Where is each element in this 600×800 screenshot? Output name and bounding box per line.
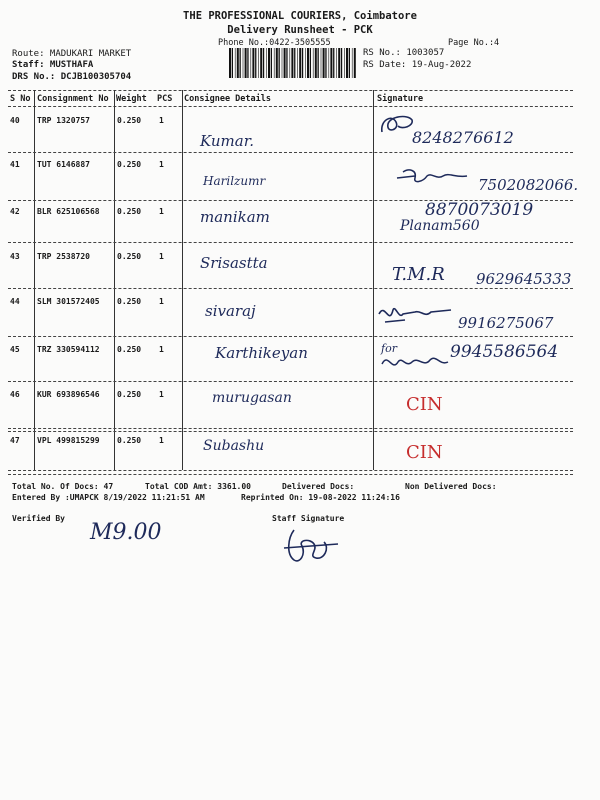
row-consignment: KUR 693896546 (37, 390, 100, 399)
col-consignment: Consignment No (37, 94, 109, 104)
row-rule (8, 431, 573, 432)
signature-name: T.M.R (392, 264, 445, 285)
row-rule (8, 288, 573, 289)
consignee-handwriting: Kumar. (200, 132, 254, 150)
signature-prefix: for (381, 342, 397, 355)
col-divider (373, 90, 374, 470)
row-rule (8, 381, 573, 382)
table-bottom-rule (8, 474, 573, 475)
signature-scribble (375, 298, 455, 328)
verified-by-label: Verified By (12, 514, 65, 523)
staff-signature-label: Staff Signature (272, 514, 345, 523)
row-sno: 41 (10, 160, 20, 169)
row-consignment: TRZ 330594112 (37, 345, 100, 354)
col-divider (34, 90, 35, 470)
col-divider (114, 90, 115, 470)
route-label: Route: MADUKARI MARKET (12, 49, 132, 59)
col-weight: Weight (116, 94, 147, 104)
row-pcs: 1 (159, 252, 164, 261)
signature-scribble (395, 166, 470, 190)
consignee-handwriting: Subashu (203, 438, 265, 454)
row-rule (8, 336, 573, 337)
row-sno: 46 (10, 390, 20, 399)
row-pcs: 1 (159, 345, 164, 354)
row-rule (8, 428, 573, 429)
signature-phone: 9945586564 (450, 342, 559, 362)
non-delivered-docs: Non Delivered Docs: (405, 482, 497, 491)
row-sno: 44 (10, 297, 20, 306)
rs-number: RS No.: 1003057 (363, 48, 445, 58)
col-divider (182, 90, 183, 470)
staff-label: Staff: MUSTHAFA (12, 60, 94, 70)
delivered-docs: Delivered Docs: (282, 482, 355, 491)
consignee-handwriting: manikam (200, 208, 270, 226)
row-pcs: 1 (159, 160, 164, 169)
row-pcs: 1 (159, 390, 164, 399)
company-title: THE PROFESSIONAL COURIERS, Coimbatore (183, 10, 417, 22)
row-sno: 45 (10, 345, 20, 354)
row-weight: 0.250 (117, 116, 142, 125)
row-consignment: TUT 6146887 (37, 160, 90, 169)
staff-signature-scribble (280, 524, 340, 566)
table-top-rule (8, 90, 573, 91)
drs-number: DRS No.: DCJB100305704 (12, 72, 132, 82)
total-docs: Total No. Of Docs: 47 (12, 482, 114, 491)
row-sno: 40 (10, 116, 20, 125)
consignee-handwriting: Harilzumr (203, 174, 266, 188)
row-weight: 0.250 (117, 207, 142, 216)
row-rule (8, 152, 573, 153)
reprinted-on: Reprinted On: 19-08-2022 11:24:16 (241, 493, 400, 502)
row-weight: 0.250 (117, 160, 142, 169)
signature-phone: 8248276612 (412, 128, 514, 147)
row-weight: 0.250 (117, 436, 142, 445)
signature-phone: 7502082066. (478, 176, 579, 194)
col-sno: S No (10, 94, 31, 104)
row-pcs: 1 (159, 436, 164, 445)
consignee-handwriting: Srisastta (200, 254, 268, 272)
row-consignment: SLM 301572405 (37, 297, 100, 306)
signature-status: CIN (406, 394, 443, 415)
signature-scribble (380, 350, 450, 374)
consignee-handwriting: murugasan (212, 390, 292, 406)
col-signature: Signature (377, 94, 424, 104)
row-sno: 43 (10, 252, 20, 261)
row-weight: 0.250 (117, 345, 142, 354)
row-sno: 47 (10, 436, 20, 445)
row-consignment: BLR 625106568 (37, 207, 100, 216)
row-weight: 0.250 (117, 390, 142, 399)
signature-name: Planam560 (400, 218, 480, 234)
entered-by: Entered By :UMAPCK 8/19/2022 11:21:51 AM (12, 493, 205, 502)
page-number: Page No.:4 (448, 38, 500, 48)
row-pcs: 1 (159, 207, 164, 216)
signature-phone: 8870073019 (425, 200, 534, 220)
verifier-signature: M9.00 (90, 520, 162, 545)
consignee-handwriting: sivaraj (205, 302, 256, 320)
row-consignment: TRP 1320757 (37, 116, 90, 125)
row-weight: 0.250 (117, 252, 142, 261)
row-sno: 42 (10, 207, 20, 216)
col-consignee: Consignee Details (184, 94, 271, 104)
total-cod: Total COD Amt: 3361.00 (145, 482, 251, 491)
signature-phone: 9916275067 (458, 314, 554, 332)
row-pcs: 1 (159, 297, 164, 306)
rs-date: RS Date: 19-Aug-2022 (363, 60, 472, 70)
row-rule (8, 242, 573, 243)
row-weight: 0.250 (117, 297, 142, 306)
row-consignment: TRP 2538720 (37, 252, 90, 261)
phone-number: Phone No.:0422-3505555 (218, 38, 331, 48)
signature-status: CIN (406, 442, 443, 463)
signature-phone: 9629645333 (476, 270, 572, 288)
row-pcs: 1 (159, 116, 164, 125)
row-consignment: VPL 499815299 (37, 436, 100, 445)
barcode (228, 48, 356, 78)
consignee-handwriting: Karthikeyan (215, 344, 308, 362)
col-pcs: PCS (157, 94, 173, 104)
table-bottom-rule (8, 470, 573, 471)
runsheet-title: Delivery Runsheet - PCK (227, 24, 373, 36)
table-header-rule (8, 106, 573, 107)
